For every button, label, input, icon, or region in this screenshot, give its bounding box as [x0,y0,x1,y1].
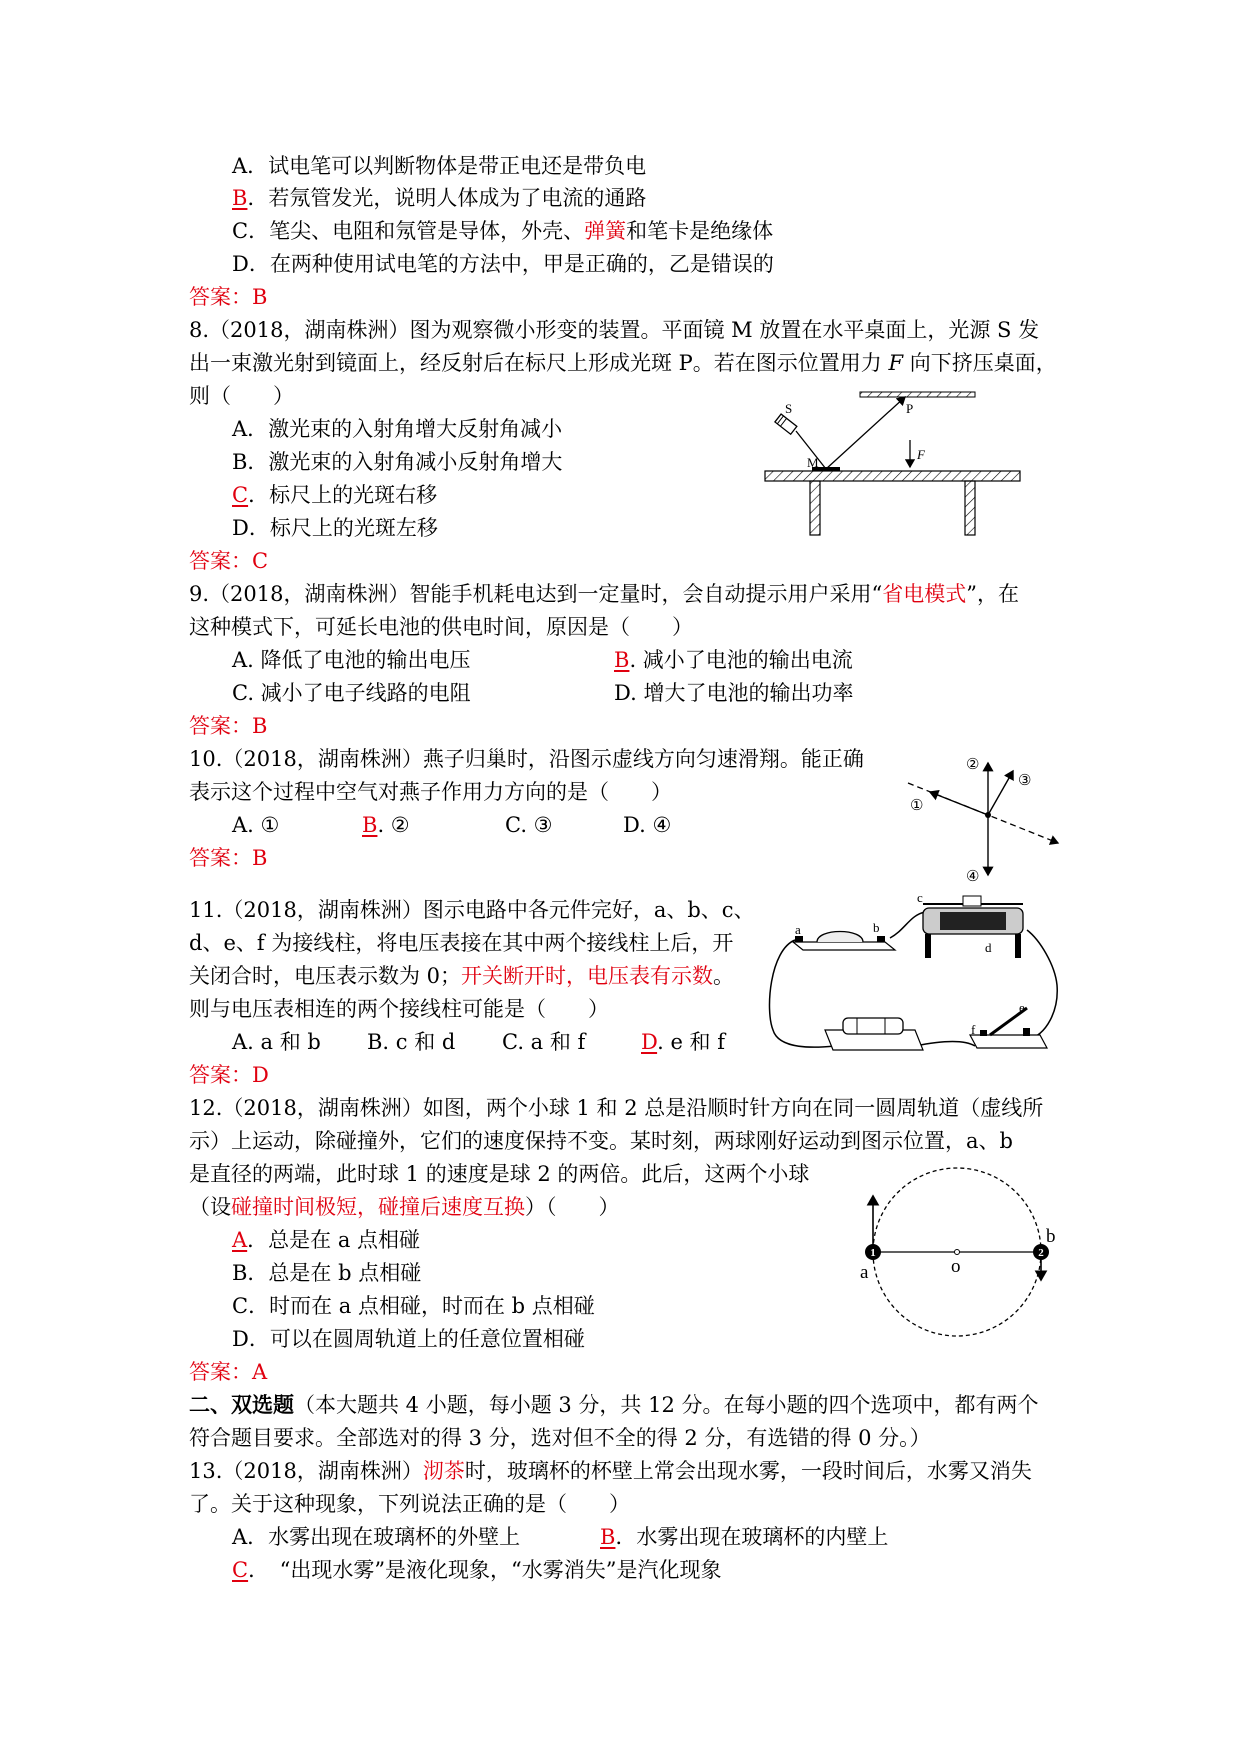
q13-stem-highlight: 沏茶 [422,1459,465,1483]
q7-option-b-letter: B [232,186,248,210]
q8-option-c-letter: C [232,483,249,507]
q9-option-b-text: . 减小了电池的输出电流 [629,648,853,672]
q8-stem-line2-end: 向下挤压桌面， [903,351,1057,375]
center-point [955,1250,960,1255]
q12-stem-line4-end: ）（ ） [525,1195,620,1219]
q11-option-d-letter: D [641,1030,658,1054]
q11-stem-line1: 11.（2018，湖南株洲）图示电路中各元件完好，a、b、c、 [189,898,755,922]
label-b: b [1046,1226,1056,1247]
table-leg-right [965,481,975,535]
label-f: f [971,1022,976,1037]
wire-top [890,912,925,938]
q11-circuit-figure [765,890,1065,1060]
section2-intro-text: （本大题共 4 小题，每小题 3 分，共 12 分。在每小题的四个选项中，都有两个 [294,1393,1039,1417]
q8-stem-line3: 则（ ） [189,384,294,408]
q8-mirror-table-figure [760,385,1030,545]
q12-answer: 答案：A [189,1360,268,1384]
q7-option-a: A．试电笔可以判断物体是带正电还是带负电 [232,154,647,178]
q7-option-b-text: ．若氖管发光，说明人体成为了电流的通路 [247,186,647,210]
table-top [765,471,1020,481]
q12-circular-track-figure [850,1160,1065,1345]
arrow-3 [988,771,1013,815]
q13-option-c-letter: C [232,1558,249,1582]
label-f: F [917,447,925,462]
scale-ruler [860,392,975,397]
q8-stem-line1: 8.（2018，湖南株洲）图为观察微小形变的装置。平面镜 M 放置在水平桌面上，光源 S 发 [189,318,1040,342]
q10-option-d: D. ④ [623,813,672,837]
q8-stem-line2-text: 出一束激光射到镜面上，经反射后在标尺上形成光斑 P。若在图示位置用力 [189,351,889,375]
label-m: M [807,455,819,470]
resistor-board-icon [793,932,895,951]
q13-option-b [600,1522,888,1552]
label-p: P [906,401,914,416]
q9-stem-line2: 这种模式下，可延长电池的供电时间，原因是（ ） [189,615,693,639]
q13-stem-line1-text: 13.（2018，湖南株洲） [189,1459,423,1483]
q12-option-a-letter: A [232,1228,248,1252]
label-d: d [985,940,992,955]
q9-answer: 答案：B [189,714,268,738]
q11-stem-line3-text: 关闭合时，电压表示数为 0； [189,964,462,988]
q11-option-d [641,1027,725,1057]
q11-answer: 答案：D [189,1063,269,1087]
label-a: a [795,922,801,937]
q7-option-c-text: C．笔尖、电阻和氖管是导体，外壳、 [232,219,585,243]
label-s: S [785,401,793,416]
wire-right [1027,930,1057,1040]
q8-option-c [232,480,437,510]
q9-stem-line1-text: 9.（2018，湖南株洲）智能手机耗电达到一定量时，会自动提示用户采用“ [189,582,883,606]
laser-source-icon [775,414,797,434]
q12-option-a [232,1225,420,1255]
q13-option-b-text: ．水雾出现在玻璃杯的内壁上 [615,1525,889,1549]
q11-stem-line3-end: 。 [713,964,735,988]
q12-stem-line3: 是直径的两端，此时球 1 的速度是球 2 的两倍。此后，这两个小球 [189,1162,810,1186]
label-circle-1: ① [910,798,924,814]
q7-option-b [232,183,646,213]
q11-option-a: A. a 和 b [232,1030,321,1054]
q9-option-b-letter: B [614,648,630,672]
q12-stem-line4-text: （设 [189,1195,231,1219]
q9-stem-line1-end: ”，在 [966,582,1019,606]
label-e: e [1019,1000,1025,1015]
q11-stem-highlight: 开关断开时，电压表有示数 [461,964,714,988]
q8-answer: 答案：C [189,549,269,573]
q7-option-c-text-end: 和笔卡是绝缘体 [626,219,774,243]
q12-stem-line4 [189,1192,620,1222]
q8-stem-line2 [189,348,1057,378]
switch-icon [970,1008,1047,1048]
q8-option-b: B．激光束的入射角减小反射角增大 [232,450,563,474]
q7-option-c [232,216,773,246]
q12-option-d: D．可以在圆周轨道上的任意位置相碰 [232,1327,585,1351]
ball-2-label: 2 [1038,1247,1044,1259]
q10-answer: 答案：B [189,846,268,870]
q11-option-c: C. a 和 f [502,1030,586,1054]
label-b: b [873,920,880,935]
q10-option-b-text: . ② [377,813,410,837]
q10-stem-line2: 表示这个过程中空气对燕子作用力方向的是（ ） [189,780,672,804]
q9-option-a: A. 降低了电池的输出电压 [232,648,471,672]
q8-force-symbol: F [888,351,904,375]
q7-option-c-highlight: 弹簧 [584,219,627,243]
q12-option-a-text: ．总是在 a 点相碰 [247,1228,421,1252]
wire-bottom [915,1042,975,1047]
q9-option-c: C. 减小了电子线路的电阻 [232,681,471,705]
q11-option-d-text: . e 和 f [657,1030,725,1054]
q8-option-c-text: ．标尺上的光斑右移 [248,483,438,507]
label-circle-2: ② [966,757,980,773]
q9-option-b [614,645,853,675]
q10-stem-line1: 10.（2018，湖南株洲）燕子归巢时，沿图示虚线方向匀速滑翔。能正确 [189,747,864,771]
label-c: c [917,890,923,905]
label-o: o [951,1256,961,1277]
q13-stem-line2: 了。关于这种现象，下列说法正确的是（ ） [189,1492,630,1516]
section2-line2: 符合题目要求。全部选对的得 3 分，选对但不全的得 2 分，有选错的得 0 分。） [189,1426,931,1450]
q11-stem-line4: 则与电压表相连的两个接线柱可能是（ ） [189,997,609,1021]
q10-option-a: A. ① [232,813,280,837]
table-leg-left [810,481,820,535]
q11-stem-line2: d、e、f 为接线柱，将电压表接在其中两个接线柱上后，开 [189,931,734,955]
q9-stem-line1 [189,579,1019,609]
q11-option-b: B. c 和 d [367,1030,456,1054]
ball-1-label: 1 [870,1247,876,1259]
q8-option-d: D．标尺上的光斑左移 [232,516,438,540]
reflected-beam [826,397,905,469]
q9-option-d: D. 增大了电池的输出功率 [614,681,854,705]
q13-option-b-letter: B [600,1525,616,1549]
q12-stem-line1: 12.（2018，湖南株洲）如图，两个小球 1 和 2 总是沿顺时针方向在同一圆周轨道（虚线所 [189,1096,1044,1120]
q13-option-a: A．水雾出现在玻璃杯的外壁上 [232,1525,521,1549]
q10-option-b [362,810,410,840]
label-circle-3: ③ [1018,773,1032,789]
section2-title: 二、双选题 [189,1392,294,1417]
q10-force-direction-figure [898,755,1068,890]
q12-option-c: C．时而在 a 点相碰，时而在 b 点相碰 [232,1294,595,1318]
battery-icon [825,1018,923,1050]
q7-answer: 答案：B [189,285,268,309]
q10-option-b-letter: B [362,813,378,837]
label-circle-4: ④ [966,869,980,885]
q8-option-a: A．激光束的入射角增大反射角减小 [232,417,563,441]
q12-option-b: B．总是在 b 点相碰 [232,1261,422,1285]
q13-stem-line1 [189,1456,1032,1486]
q12-stem-line2: 示）上运动，除碰撞外，它们的速度保持不变。某时刻，两球刚好运动到图示位置，a、b [189,1129,1013,1153]
q13-stem-line1-end: 时，玻璃杯的杯壁上常会出现水雾，一段时间后，水雾又消失 [464,1459,1032,1483]
q13-option-c [232,1555,722,1585]
rheostat-icon [923,896,1023,958]
q12-stem-highlight: 碰撞时间极短，碰撞后速度互换 [231,1195,525,1219]
arrow-1 [930,792,988,815]
section2-line1 [189,1390,1039,1420]
q11-stem-line3 [189,961,734,991]
q10-option-c: C. ③ [505,813,553,837]
q9-stem-highlight: 省电模式 [882,582,967,606]
q13-option-c-text: ． “出现水雾”是液化现象，“水雾消失”是汽化现象 [248,1558,722,1582]
label-a: a [860,1262,869,1283]
q7-option-d: D．在两种使用试电笔的方法中，甲是正确的，乙是错误的 [232,252,774,276]
